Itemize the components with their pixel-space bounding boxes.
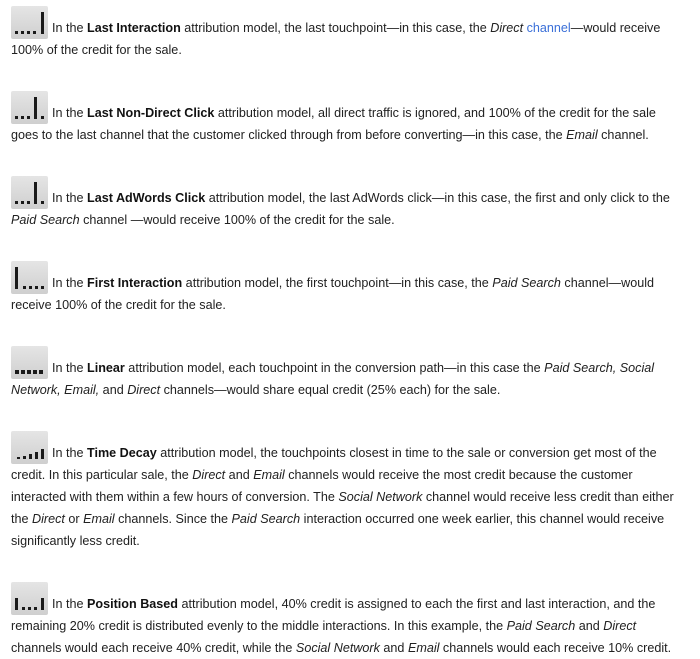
channel-name: Social Network [338,490,423,504]
text-run: In the [52,597,88,611]
text-run: interaction occurred one week earlier, this channel would receive significantly less credit. [11,512,665,548]
paragraph-position-based [11,582,682,659]
channel-name: Paid Search, Social Network, Email, [11,361,655,397]
channel-name: Social Network [295,641,380,655]
paragraph-linear [11,346,682,401]
text-run: and [99,383,128,397]
paragraph-first-interaction [11,261,682,316]
text-run: attribution model, all direct traffic is ignored, and 100% of the credit for the sale goes to the last channel that the customer clicked through from before converting—in this case, the [11,106,656,142]
paragraph-text [11,21,660,57]
text-run: channels would each receive 10% credit. [439,641,672,655]
text-run: attribution model, each touchpoint in the conversion path—in this case the [124,361,545,375]
model-name: Last Non-Direct Click [87,106,215,120]
text-run: channel would receive less credit than either the [11,490,674,526]
text-run: —would receive 100% of the credit for the sale. [11,21,661,57]
paragraph-time-decay [11,431,682,552]
text-run: channels would each receive 40% credit, while the [11,641,296,655]
paragraph-last-interaction [11,6,682,61]
paragraph-text [11,106,656,142]
model-name: Last AdWords Click [87,191,206,205]
paragraph-last-adwords-click [11,176,682,231]
text-run: and [575,619,604,633]
channel-name: Email [253,468,285,482]
channel-name: Direct [192,468,226,482]
position-based-icon [11,582,48,615]
text-run: channel —would receive 100% of the credit for the sale. [79,213,395,227]
paragraph-text [11,597,671,655]
time-decay-icon [11,431,48,464]
text-run: or [64,512,84,526]
paragraph-text [11,361,654,397]
text-run: In the [52,106,88,120]
model-name: Linear [87,361,125,375]
text-run: channels would receive the most credit because the customer interacted with them within a few hours of conversion. The [11,468,633,504]
channel-name: Direct [127,383,161,397]
channel-name: Paid Search [231,512,301,526]
text-run: attribution model, the last touchpoint—in this case, the [180,21,491,35]
channel-link[interactable]: channel [526,21,571,35]
channel-name: Paid Search [11,213,80,227]
text-run: channel—would receive 100% of the credit for the sale. [11,276,655,312]
last-adwords-click-icon [11,176,48,209]
text-run: channels—would share equal credit (25% each) for the sale. [160,383,501,397]
text-run: attribution model, the first touchpoint—in this case, the [182,276,493,290]
channel-name: Email [407,641,440,655]
text-run: In the [52,276,88,290]
text-run: attribution model, the touchpoints closest in time to the sale or conversion get most of the credit. In this particular sale, the [11,446,657,482]
last-non-direct-click-icon [11,91,48,124]
text-run: and [225,468,254,482]
paragraph-text [11,191,670,227]
first-interaction-icon [11,261,48,294]
channel-name: Paid Search [506,619,576,633]
linear-icon [11,346,48,379]
text-run: In the [52,361,88,375]
text-run: and [379,641,408,655]
channel-name: Direct [32,512,65,526]
channel-name: Direct [490,21,524,35]
model-name: First Interaction [87,276,183,290]
text-run: In the [52,21,88,35]
last-interaction-icon [11,6,48,39]
text-run: In the [52,446,88,460]
paragraph-last-non-direct-click [11,91,682,146]
channel-name: Email [83,512,115,526]
text-run: channels. Since the [114,512,232,526]
channel-name: Paid Search [492,276,561,290]
model-name: Last Interaction [87,21,181,35]
channel-name: Email [566,128,598,142]
text-run: attribution model, the last AdWords click—in this case, the first and only click to the [205,191,670,205]
text-run: In the [52,191,88,205]
model-name: Time Decay [87,446,157,460]
paragraph-text [11,276,654,312]
model-name: Position Based [87,597,178,611]
text-run: attribution model, 40% credit is assigned to each the first and last interaction, and the remaining 20% credit is distributed evenly to the middle interactions. In this example, the [11,597,656,633]
text-run: channel. [597,128,649,142]
channel-name: Direct [603,619,637,633]
paragraph-text [11,446,674,548]
